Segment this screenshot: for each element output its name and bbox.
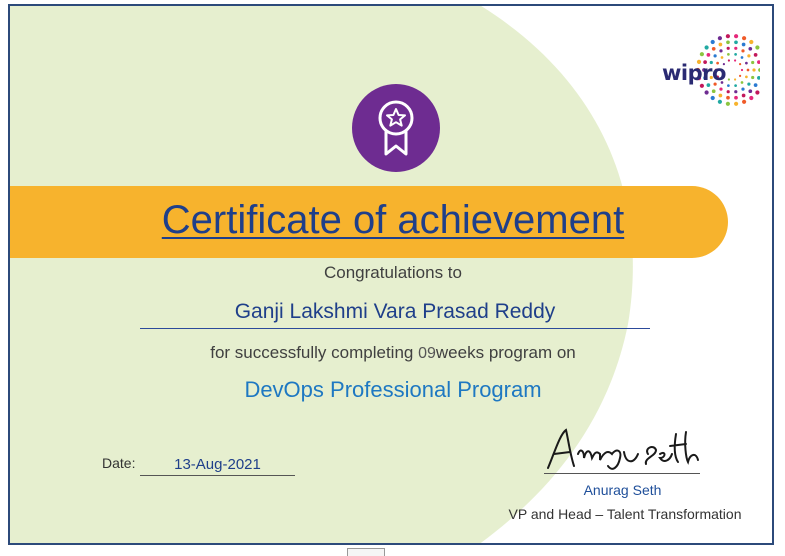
logo-dot: [727, 84, 730, 87]
logo-dot: [734, 96, 738, 100]
signatory-name: Anurag Seth: [583, 482, 662, 498]
logo-dot: [749, 96, 753, 100]
certificate-title-text: Certificate of achievement: [161, 198, 625, 242]
logo-dot: [745, 62, 748, 65]
logo-dot: [734, 34, 738, 38]
completion-prefix: for successfully completing: [210, 343, 414, 362]
logo-dot: [734, 84, 737, 87]
logo-dot: [755, 45, 759, 49]
date-label: Date:: [102, 455, 136, 471]
logo-dot: [747, 69, 750, 72]
logo-dot: [719, 49, 722, 52]
logo-dot: [726, 96, 730, 100]
logo-dot: [718, 36, 722, 40]
logo-dot: [747, 83, 750, 86]
logo-dot: [745, 76, 748, 79]
completion-text: [10, 343, 774, 363]
logo-dot: [734, 53, 737, 56]
logo-dot: [728, 59, 730, 61]
signature: [540, 424, 710, 474]
logo-dot: [727, 90, 730, 93]
signatory-title: VP and Head – Talent Transformation: [508, 506, 742, 522]
logo-dot: [734, 102, 738, 106]
logo-dot: [741, 56, 744, 59]
logo-dot: [751, 76, 754, 79]
signature-line: [544, 473, 700, 474]
logo-dot: [714, 54, 717, 57]
logo-dot: [754, 53, 758, 57]
logo-dot: [739, 63, 741, 65]
logo-dot: [734, 40, 738, 44]
completion-suffix: weeks program on: [435, 343, 576, 362]
date-value: 13-Aug-2021: [140, 456, 295, 476]
logo-dot: [741, 88, 744, 91]
logo-dot: [719, 94, 723, 98]
logo-dot: [719, 43, 723, 47]
logo-dot: [705, 90, 709, 94]
logo-dot: [705, 45, 709, 49]
logo-dot: [748, 47, 752, 51]
logo-dot: [757, 60, 760, 64]
award-ribbon-icon: [352, 84, 440, 172]
logo-dot: [742, 36, 746, 40]
program-name: DevOps Professional Program: [244, 377, 542, 402]
certificate-frame: [8, 4, 774, 545]
logo-dot: [734, 47, 737, 50]
logo-dot: [712, 89, 716, 93]
logo-dot: [741, 81, 744, 84]
logo-dot: [718, 100, 722, 104]
logo-dot: [741, 69, 743, 71]
logo-dot: [726, 40, 730, 44]
logo-dot: [755, 90, 759, 94]
logo-dot: [711, 96, 715, 100]
logo-dot: [741, 49, 744, 52]
logo-dot: [734, 78, 736, 80]
logo-dot: [726, 102, 730, 106]
logo-dot: [712, 47, 716, 51]
logo-dot: [726, 34, 730, 38]
logo-dot: [727, 47, 730, 50]
logo-dot: [742, 43, 746, 47]
logo-dot: [748, 89, 752, 93]
logo-dot: [734, 59, 736, 61]
logo-dot: [707, 53, 711, 57]
logo-dot: [719, 88, 722, 91]
wipro-logo: [650, 24, 760, 114]
logo-wordmark: wipro: [662, 61, 726, 85]
logo-dot: [728, 78, 730, 80]
weeks-count: 09: [418, 345, 436, 362]
signature-text: Anurag Seth: [540, 424, 546, 425]
logo-dot: [749, 40, 753, 44]
logo-dot: [734, 90, 737, 93]
logo-dot: [752, 68, 755, 71]
logo-dot: [739, 75, 741, 77]
logo-dot: [742, 94, 746, 98]
logo-dot: [747, 54, 750, 57]
logo-dot: [758, 68, 760, 72]
logo-dot: [754, 83, 758, 87]
logo-dot: [711, 40, 715, 44]
logo-dot: [721, 56, 724, 59]
congratulations-text: Congratulations to: [324, 263, 462, 282]
recipient-name: Ganji Lakshmi Vara Prasad Reddy: [140, 300, 650, 329]
logo-dot: [757, 76, 760, 80]
logo-dot: [742, 100, 746, 104]
logo-dot: [751, 61, 754, 64]
certificate-title: [10, 198, 774, 243]
logo-dot: [727, 53, 730, 56]
logo-dot: [700, 52, 704, 56]
